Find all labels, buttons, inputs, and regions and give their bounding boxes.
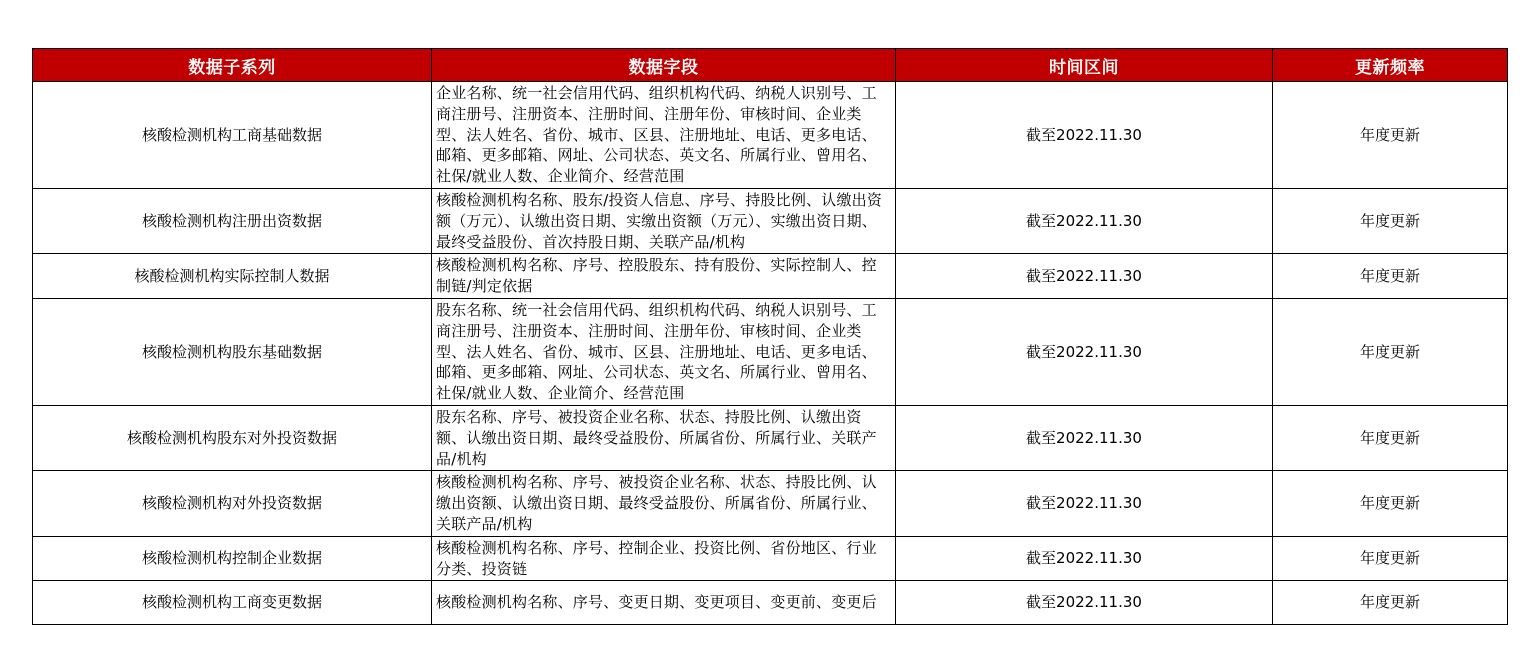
cell-fields: 股东名称、序号、被投资企业名称、状态、持股比例、认缴出资额、认缴出资日期、最终受益股份、所属省份、所属行业、关联产品/机构 (432, 405, 896, 470)
table-row (33, 536, 1508, 581)
table-row (33, 471, 1508, 536)
cell-fields: 核酸检测机构名称、序号、控股股东、持有股份、实际控制人、控制链/判定依据 (432, 254, 896, 299)
cell-period: 截至2022.11.30 (896, 471, 1273, 536)
cell-period: 截至2022.11.30 (896, 189, 1273, 254)
cell-frequency: 年度更新 (1273, 298, 1508, 405)
header-frequency: 更新频率 (1273, 49, 1508, 82)
table-row (33, 189, 1508, 254)
cell-frequency: 年度更新 (1273, 82, 1508, 189)
cell-period: 截至2022.11.30 (896, 298, 1273, 405)
cell-subseries: 核酸检测机构股东对外投资数据 (33, 405, 432, 470)
cell-frequency: 年度更新 (1273, 471, 1508, 536)
cell-period: 截至2022.11.30 (896, 581, 1273, 625)
header-subseries: 数据子系列 (33, 49, 432, 82)
header-fields: 数据字段 (432, 49, 896, 82)
cell-subseries: 核酸检测机构实际控制人数据 (33, 254, 432, 299)
table-row (33, 405, 1508, 470)
cell-period: 截至2022.11.30 (896, 405, 1273, 470)
cell-fields: 核酸检测机构名称、序号、变更日期、变更项目、变更前、变更后 (432, 581, 896, 625)
cell-subseries: 核酸检测机构工商变更数据 (33, 581, 432, 625)
cell-fields: 股东名称、统一社会信用代码、组织机构代码、纳税人识别号、工商注册号、注册资本、注册时间、注册年份、审核时间、企业类型、法人姓名、省份、城市、区县、注册地址、电话、更多电话、邮箱、更多邮箱、网址、公司状态、英文名、所属行业、曾用名、社保/就业人数、企业简介、经营范围 (432, 298, 896, 405)
cell-fields: 核酸检测机构名称、股东/投资人信息、序号、持股比例、认缴出资额（万元）、认缴出资日期、实缴出资额（万元）、实缴出资日期、最终受益股份、首次持股日期、关联产品/机构 (432, 189, 896, 254)
data-table (32, 48, 1508, 625)
header-period: 时间区间 (896, 49, 1273, 82)
cell-period: 截至2022.11.30 (896, 254, 1273, 299)
cell-frequency: 年度更新 (1273, 189, 1508, 254)
cell-frequency: 年度更新 (1273, 536, 1508, 581)
table-header-row (33, 49, 1508, 82)
table-row (33, 254, 1508, 299)
cell-period: 截至2022.11.30 (896, 536, 1273, 581)
cell-subseries: 核酸检测机构控制企业数据 (33, 536, 432, 581)
cell-fields: 核酸检测机构名称、序号、被投资企业名称、状态、持股比例、认缴出资额、认缴出资日期、最终受益股份、所属省份、所属行业、关联产品/机构 (432, 471, 896, 536)
table-row (33, 298, 1508, 405)
cell-frequency: 年度更新 (1273, 254, 1508, 299)
cell-frequency: 年度更新 (1273, 581, 1508, 625)
table-row (33, 581, 1508, 625)
cell-subseries: 核酸检测机构对外投资数据 (33, 471, 432, 536)
cell-subseries: 核酸检测机构注册出资数据 (33, 189, 432, 254)
cell-subseries: 核酸检测机构工商基础数据 (33, 82, 432, 189)
table-row (33, 82, 1508, 189)
cell-subseries: 核酸检测机构股东基础数据 (33, 298, 432, 405)
cell-period: 截至2022.11.30 (896, 82, 1273, 189)
cell-fields: 企业名称、统一社会信用代码、组织机构代码、纳税人识别号、工商注册号、注册资本、注册时间、注册年份、审核时间、企业类型、法人姓名、省份、城市、区县、注册地址、电话、更多电话、邮箱、更多邮箱、网址、公司状态、英文名、所属行业、曾用名、社保/就业人数、企业简介、经营范围 (432, 82, 896, 189)
cell-fields: 核酸检测机构名称、序号、控制企业、投资比例、省份地区、行业分类、投资链 (432, 536, 896, 581)
cell-frequency: 年度更新 (1273, 405, 1508, 470)
data-table-container (32, 48, 1507, 625)
